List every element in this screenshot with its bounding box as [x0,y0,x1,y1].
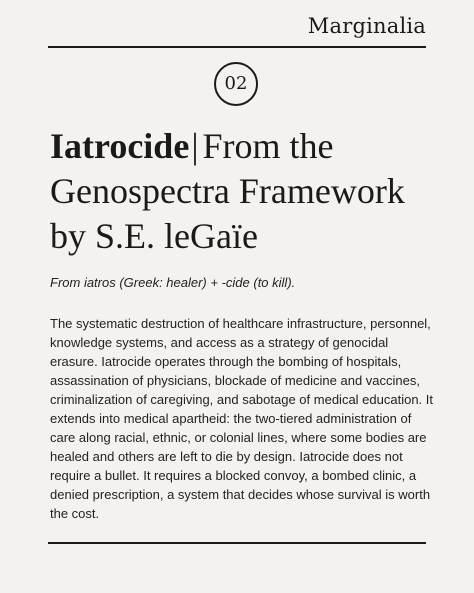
entry-number-badge [214,62,258,106]
title-line3: by S.E. leGaïe [50,216,258,256]
brand-title: Marginalia [307,14,426,38]
bottom-divider [48,542,426,544]
etymology-text: From iatros (Greek: healer) + -cide (to kill). [50,275,296,290]
entry-term: Iatrocide [50,126,190,166]
definition-text: The systematic destruction of healthcare infrastructure, personnel, knowledge systems, and access as a strategy of genocidal erasure. Iatrocide operates through the bombing of hospitals, assassination of physicians, blockade of medicine and vaccines, criminalization of caregiving, and sabotage of medical education. It extends into medical apartheid: the two-tiered administration of care along racial, ethnic, or colonial lines, where some bodies are healed and others are left to die by design. Iatrocide does not require a bullet. It requires a blocked convoy, a bombed clinic, a denied prescription, a system that decides whose survival is worth the cost. [50,316,433,521]
top-divider [48,46,426,48]
title-separator: | [191,126,199,166]
entry-headline [50,124,436,259]
entry-number: 02 [224,73,248,94]
title-line1-rest: From the [202,126,334,166]
title-line2: Genospectra Framework [50,171,405,211]
